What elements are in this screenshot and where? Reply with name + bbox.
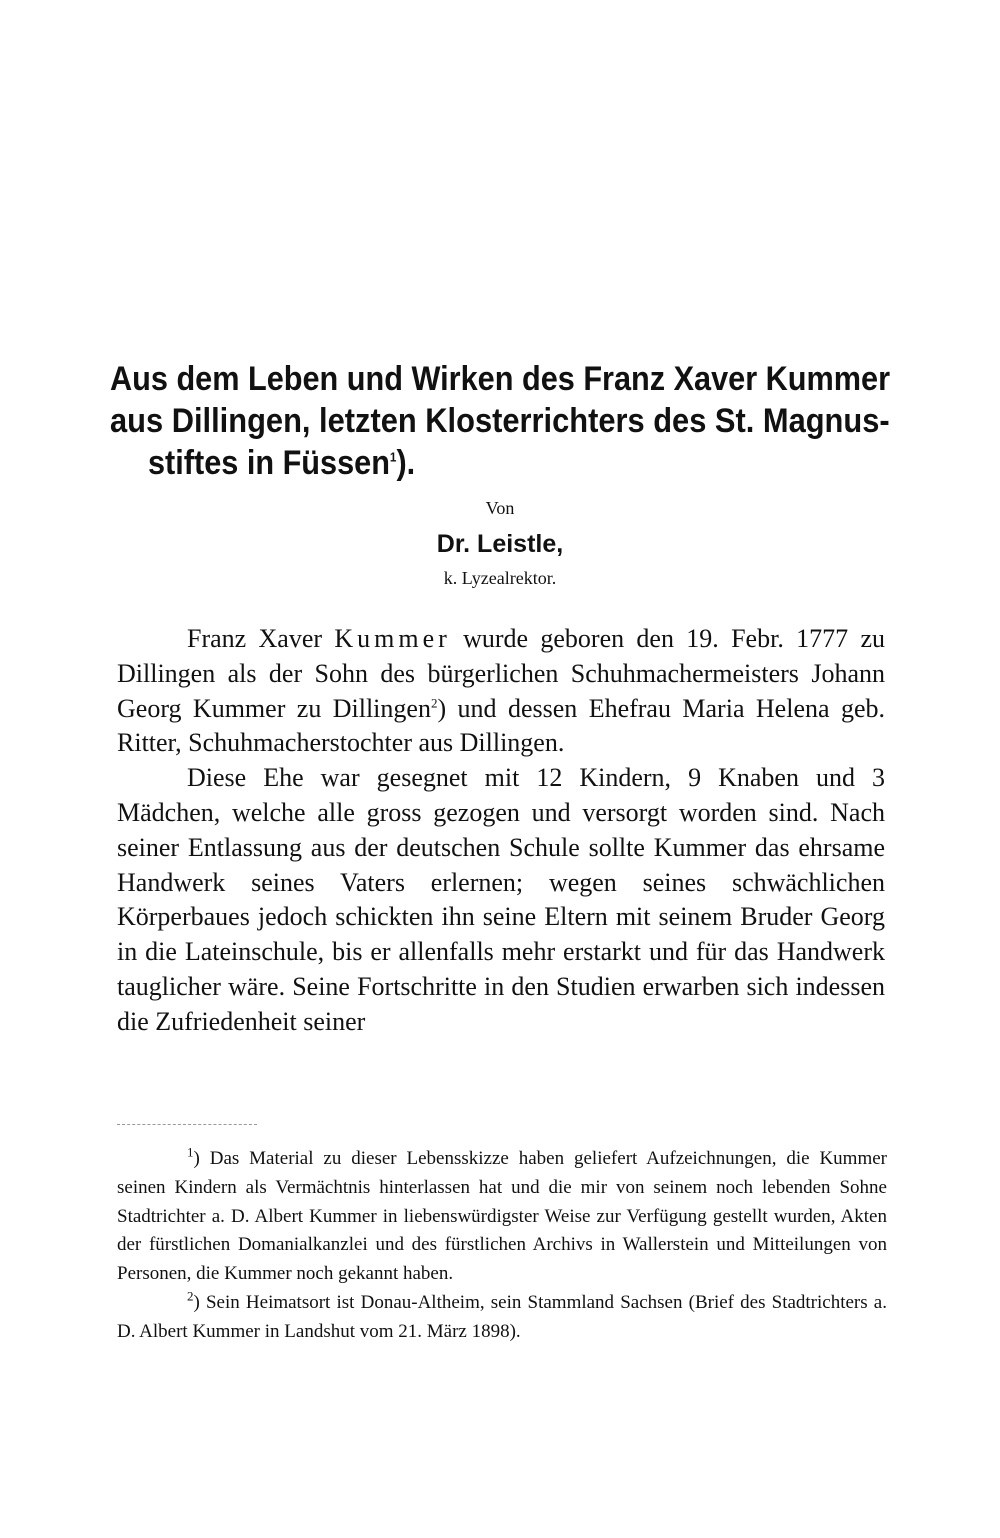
- footnote-1: [117, 1145, 887, 1289]
- footnote-1-text: ) Das Material zu dieser Lebensskizze haben geliefert Aufzeichnungen, die Kummer seinen Kindern als Vermächtnis hinterlassen hat und die mir von seinem noch lebenden Sohne Stadtrichter a. D. Albert Kummer in liebenswürdigster Weise zur Verfügung gestellt wurden, Akten der fürstlichen Domanialkanzlei und des fürstlichen Archivs in Wallerstein und Mitteilungen von Personen, die Kummer noch gekannt haben.: [117, 1148, 887, 1285]
- footnote-separator: [117, 1124, 257, 1125]
- title-footnote-mark: 1: [390, 449, 397, 465]
- author-name: Dr. Leistle,: [436, 530, 564, 558]
- paragraph-1-middle: wurde geboren den 19. Febr. 1777 zu Dillingen als der Sohn des bürgerlichen Schuhmachermeisters Johann Georg Kummer zu Dillingen: [117, 624, 885, 723]
- title-line-2: aus Dillingen, letzten Klosterrichters des St. Magnus-: [110, 402, 890, 440]
- paragraph-1-footnote-mark: 2: [430, 694, 438, 710]
- title-line-3-end: ).: [396, 444, 416, 482]
- title-line-1: Aus dem Leben und Wirken des Franz Xaver Kummer: [110, 360, 891, 398]
- footnote-1-mark: 1: [187, 1144, 194, 1160]
- title-line-3: [148, 442, 817, 484]
- footnote-2-text: ) Sein Heimatsort ist Donau-Altheim, sein Stammland Sachsen (Brief des Stadtrichters a. D. Albert Kummer in Landshut vom 21. März 1898).: [117, 1291, 887, 1342]
- article-title: [110, 358, 890, 498]
- paragraph-2: Diese Ehe war gesegnet mit 12 Kindern, 9 Knaben und 3 Mädchen, welche alle gross gezogen und versorgt worden sind. Nach seiner Entlassung aus der deutschen Schule sollte Kummer das ehrsame Handwerk seines Vaters erlernen; wegen seines schwächlichen Körperbaues jedoch schickten ihn seine Eltern mit seinem Bruder Georg in die Lateinschule, bis er allenfalls mehr erstarkt und für das Handwerk tauglicher wäre. Seine Fortschritte in den Studien erwarben sich indessen die Zufriedenheit seiner: [117, 763, 885, 1036]
- body-text: [117, 622, 885, 1040]
- footnotes: [117, 1145, 887, 1347]
- paragraph-1: [117, 622, 885, 761]
- paragraph-1-spaced-name: Kummer: [334, 624, 451, 653]
- author-role: k. Lyzealrektor.: [443, 568, 557, 588]
- footnote-2-mark: 2: [187, 1288, 194, 1304]
- title-line-3-text: stiftes in Füssen: [148, 444, 391, 482]
- byline-von: Von: [485, 498, 515, 518]
- paragraph-1-end: ) und dessen Ehefrau Maria Helena geb. Ritter, Schuhmacherstochter aus Dillingen.: [117, 693, 885, 758]
- paragraph-1-start: Franz Xaver: [187, 624, 335, 653]
- footnote-2: [117, 1289, 887, 1347]
